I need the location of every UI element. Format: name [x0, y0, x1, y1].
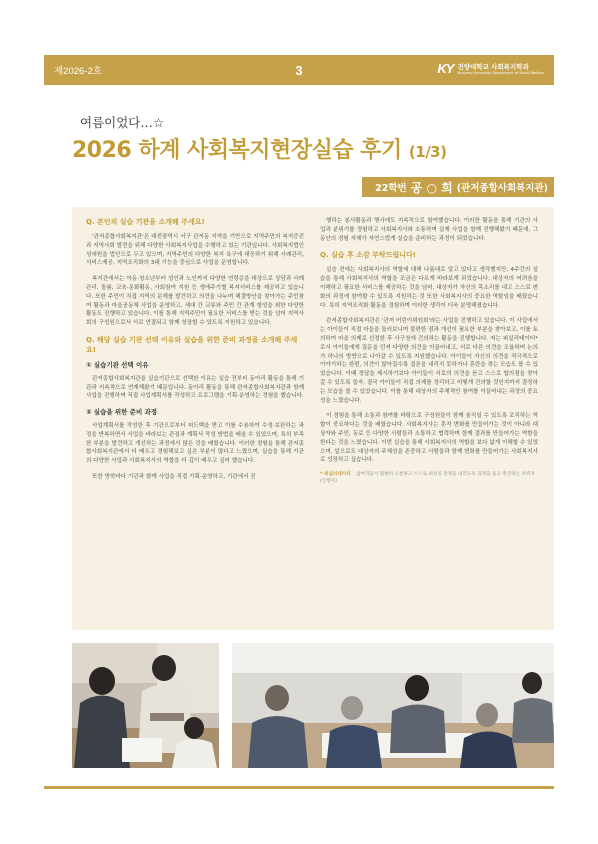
paragraph: 복지관에서는 아동·청소년부터 성인과 노인까지 다양한 연령층을 대상으로 상담과 사례관리, 돌봄, 교육·문화활동, 사회참여 지원 등 생애주기별 복지서비스를 제공하고 있습니다. 또한 주민이 직접 지역의 문제를 발견하고 의견을 나누며 해결방안을 찾아가는 주민참여 활동과 마을공동체 사업을 운영하고, 세대 간 교류와 주민 간 관계 형성을 위한 다양한 활동도 진행하고 있습니다. 이를 통해 지역주민이 필요한 서비스를 받는 것을 넘어 지역사회의 구성원으로서 서로 연결되고 함께 성장할 수 있도록 지원하고 있습니다.	[86, 276, 304, 327]
university-logo	[437, 61, 544, 76]
left-column	[86, 217, 304, 489]
article-kicker: 여름이었다…☆	[80, 115, 165, 130]
author-name: 공 ○ 희	[410, 180, 453, 195]
paragraph: 관저종합사회복지관은 '관저 어린이위원회'라는 사업을 진행하고 있습니다. 이 사업에서는 아이들이 직접 마을을 둘러보니며 불편한 점과 개선이 필요한 부분을 찾아보고, 이를 토의하여 마을 의제로 선정한 후 사구청에 건의하는 활동을 진행합니다. 저는 퍼실리테이터*로서 아이들에게 질문을 던져 다양한 의견을 이끌어내고, 서로 다른 의견을 조율하며 논의가 하나의 방향으로 나아갈 수 있도록 지원했습니다. 아이들이 자신의 의견을 적극적으로 이야기하는 한편, 의견이 많아질수록 결론을 내리지 못하거나 혼란을 겪는 모습도 볼 수 있었습니다. 이때 정답을 제시하기보다 아이들이 서로의 의견을 듣고 스스로 합의점을 찾아갈 수 있도록 돕자, 결국 아이들이 직접 의제를 정리하고 어떻게 건의할 것인지까지 결정하는 모습을 볼 수 있었습니다. 이를 통해 대상자의 주체적인 참여를 이끌어내는 과정의 중요성을 느꼈습니다.	[320, 318, 538, 404]
article-title-text: 2026 하계 사회복지현장실습 후기	[72, 138, 402, 163]
subheading: ① 실습기관 선택 이유	[86, 360, 149, 369]
logo-name: 건양대학교 사회복지학과	[457, 63, 529, 71]
author-band	[362, 177, 554, 197]
photo-students-working	[72, 643, 219, 768]
logo-text	[457, 62, 544, 75]
paragraph: 사업계획서를 작성한 후 기관으로부터 피드백을 받고 이를 수용하여 수정·보완하는 과정을 반복하면서 사업을 바라보는 관점과 계획서 작성 방법을 배울 수 있었으며, 특히 부족한 부분을 발견하고 개선하는 과정에서 많은 것을 배웠습니다. 이러한 경험을 통해 관저종합사회복지관에서 더 배우고 경험해보고 싶은 부분이 많다고 느꼈으며, 실습을 통해 기관의 다양한 사업과 사회복지사의 역할을 더 깊이 배우고 싶어 했습니다.	[86, 422, 304, 465]
question-heading: Q. 해당 실습 기관 선택 이유와 실습을 위한 준비 과정을 소개해 주세요!	[86, 335, 298, 354]
header-bar	[44, 55, 554, 85]
paragraph: 행하는 봉사활동과 행사에도 지속적으로 참여했습니다. 이러한 활동을 통해 기관의 사업과 분위기를 경험하고 사회복지사와 소통하며 실제 사업을 함께 진행해봤기 때문에, 그동안의 경험 자체가 자연스럽게 실습을 준비하는 과정이 되었습니다.	[320, 218, 538, 242]
page-number: 3	[295, 62, 303, 78]
paragraph: '관저종합사회복지관'은 대전광역시 서구 관저동 지역을 기반으로 지역주민의 복지증진과 지역사회 발전을 위해 다양한 사회복지사업을 수행하고 있는 기관입니다. 사회복지법인 성애원을 법인으로 두고 있으며, 지역주민의 다양한 복지 욕구에 대응하기 위해 사례관리, 서비스제공, 지역조직화의 3대 기능을 중심으로 사업을 운영합니다.	[86, 234, 304, 267]
article-volume: (1/3)	[408, 143, 447, 161]
footer-rule	[44, 786, 554, 789]
right-column	[320, 217, 538, 486]
logo-subtitle: Konyang University Department of Social Welfare	[457, 71, 544, 75]
paragraph: 관저종합사회복지관을 실습기관으로 선택한 이유는 실습 전부터 동아리 활동을 통해 기관과 지속적으로 연계해왔기 때문입니다. 동아리 활동을 통해 관저종합사회복지관과 함께 사업을 진행하며 직접 사업계획서를 작성하고 프로그램을 기획·운영하는 경험을 했습니다.	[86, 375, 304, 400]
subheading: ② 실습을 위한 준비 과정	[86, 408, 158, 417]
paragraph: 실습 전에는 사회복지사의 역할에 대해 나름대로 알고 있다고 생각했지만, 4주간의 실습을 통해 사회복지사의 역할을 조금은 다르게 바라보게 되었습니다. 대상자의 어려움을 이해하고 필요한 서비스를 제공하는 것을 넘어, 대상자가 자신의 목소리를 내고 스스로 변화의 과정에 참여할 수 있도록 지원하는 것 또한 사회복지사의 중요한 역할임을 배웠습니다. 특히 지역조직화 활동을 경험하며 이러한 생각이 더욱 분명해졌습니다.	[320, 267, 538, 309]
article-title	[72, 133, 446, 164]
question-heading: Q. 본인의 실습 기관을 소개해 주세요!	[86, 218, 205, 226]
article-body	[72, 207, 554, 630]
paragraph: 이 경험을 통해 소통과 참여를 바탕으로 구성원들이 함께 움직일 수 있도록 조직하는 역할이 중요하다는 것을 배웠습니다. 사회복지사는 혼자 변화를 만들어가는 것이 아니라 대상자와 주민, 동료 등 다양한 사람들과 소통하고 협력하며 함께 결과를 만들어가는 역할을 한다는 것을 느꼈습니다. 이번 실습을 통해 사회복지사의 역할을 보다 넓게 이해할 수 있었으며, 앞으로도 대상자의 주체성을 존중하고 사람들과 함께 변화를 만들어가는 사회복지사로 성장하고 싶습니다.	[320, 413, 538, 464]
issue-number: 제2026-2호	[54, 66, 102, 77]
footnote	[320, 472, 538, 486]
photo-group-activity	[232, 643, 554, 768]
footnote-label: * 퍼실리테이터	[320, 472, 351, 478]
question-heading: Q. 실습 후 소감 부탁드립니다!	[320, 251, 416, 260]
footnote-text: 참여자들이 활발히 소통하고 스스로 최선의 결정을 내리도록 과정을 돕고 촉진하는 조력자(진행자)	[320, 472, 535, 484]
paragraph: 또한 방학마다 기관과 함께 사업을 직접 기획·운영하고, 기관에서 진	[92, 473, 256, 480]
author-year: 22학번	[375, 183, 407, 194]
author-org: (관저종합사회복지관)	[456, 183, 548, 194]
logo-mark: KY	[437, 61, 454, 76]
